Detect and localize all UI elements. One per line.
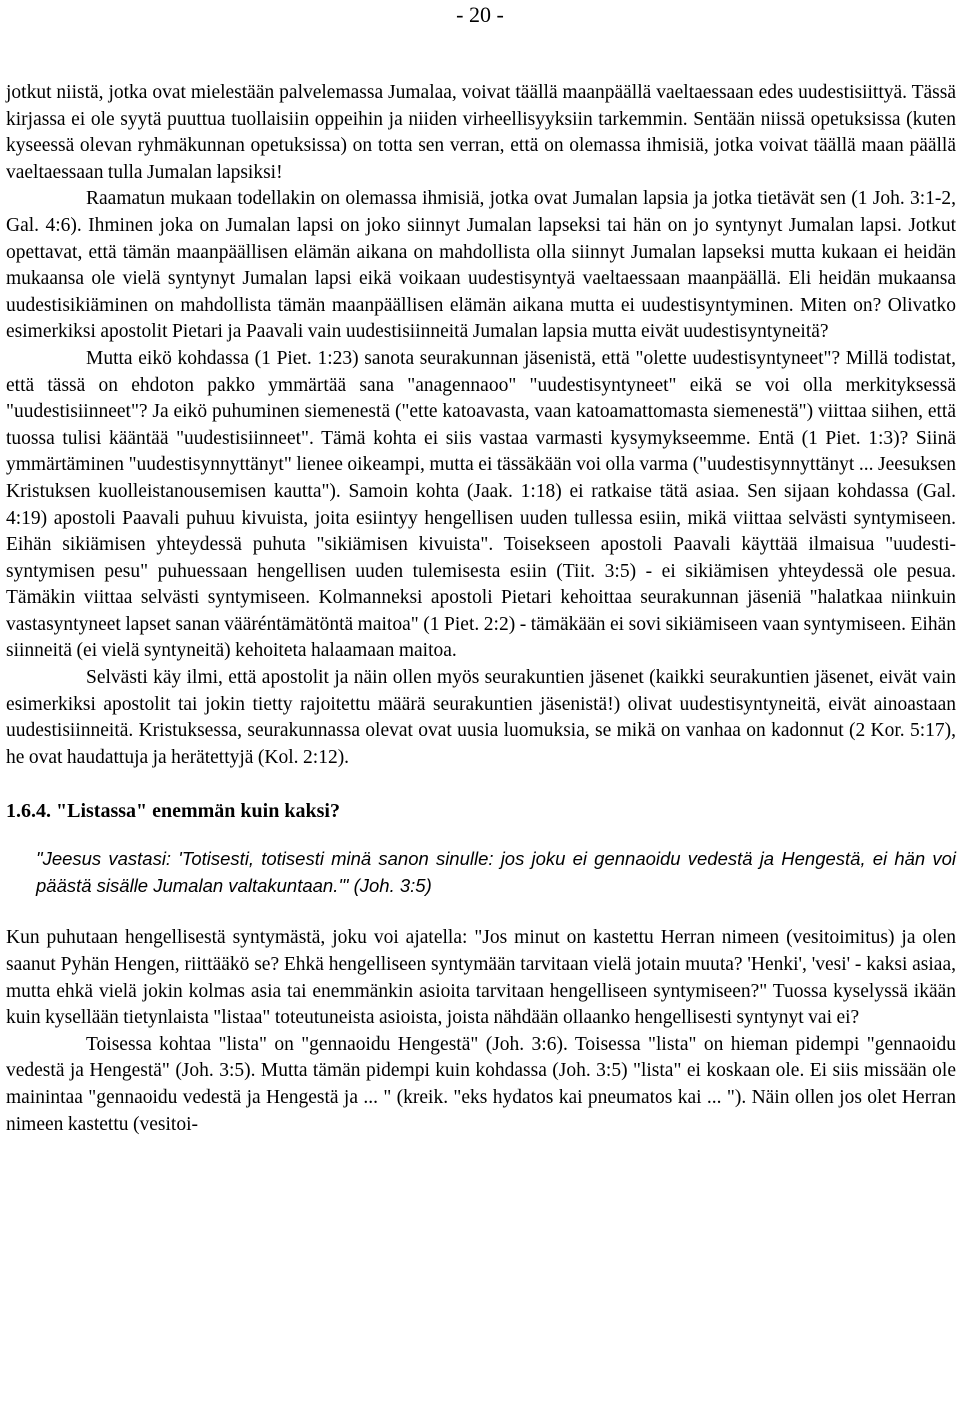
bible-quote: "Jeesus vastasi: 'Totisesti, totisesti minä sanon sinulle: jos joku ei gennaoidu vedestä ja Hengestä, ei hän voi päästä sisälle Jumalan valtakuntaan.'" (Joh. 3:5) (36, 848, 956, 897)
section-heading: 1.6.4. "Listassa" enemmän kuin kaksi? (6, 800, 340, 823)
paragraph: Raamatun mukaan todellakin on olemassa ihmisiä, jotka ovat Jumalan lapsia ja jotka tietävät sen (1 Joh. 3:1-2, Gal. 4:6). Ihminen joka on Jumalan lapsi on joko siinnyt Jumalan lapseksi tai hän on jo syntynyt Jumalan lapsi. Jotkut opettavat, että tämän maanpäällisen elämän aikana on mahdollista olla siinnyt Jumalan lapseksi mutta kukaan ei heidän mukaansa ole vielä syntynyt Jumalan lapsi eikä voikaan uudestisyntyä vaeltaessaan maanpäällä. Eli heidän mukaansa uudestisikiäminen on mahdollista tämän maanpäällisen elämän aikana mutta ei uudestisyntyminen. Miten on? Olivatko esimerkiksi apostolit Pietari ja Paavali vain uudestisiinneitä Jumalan lapsia mutta eivät uudestisyntyneitä? (6, 188, 956, 343)
paragraph: Selvästi käy ilmi, että apostolit ja näin ollen myös seurakuntien jäsenet (kaikki seurakuntien jäsenet, eivät vain esimerkiksi apostolit tai jokin tietty rajoitettu määrä seurakuntien jäsenistä!) olivat uudestisyntyneitä, eivät ainoastaan uudestisiinneitä. Kristuksessa, seurakunnassa olevat ovat uusia luomuksia, se mikä on vanhaa on kadonnut (2 Kor. 5:17), he ovat haudattuja ja herätettyjä (Kol. 2:12). (6, 667, 956, 768)
paragraph: Kun puhutaan hengellisestä syntymästä, joku voi ajatella: "Jos minut on kastettu Herran nimeen (vesitoimitus) ja olen saanut Pyhän Hengen, riittääkö se? Ehkä hengelliseen syntymään tarvitaan vielä jotain muuta? 'Henki', 'vesi' - kaksi asiaa, mutta ehkä vielä jokin kolmas asia tai enemmänkin asioita tarvitaan hengelliseen syntymiseen?" Tuossa kyselyssä ikään kuin kysellään tietynlaista "listaa" toteutuneista asioista, joista nähdään ollaanko hengellisesti syntynyt vai ei? (6, 927, 956, 1029)
paragraph: Toisessa kohtaa "lista" on "gennaoidu Hengestä" (Joh. 3:6). Toisessa "lista" on hieman pidempi "gennaoidu vedestä ja Hengestä" (Joh. 3:5). Mutta tämän pidempi kuin kohdassa (Joh. 3:5) "lista" ei koskaan ole. Ei siis missään ole mainintaa "gennaoidu vedestä ja Hengestä ja ... " (kreik. "eks hydatos kai pneumatos kai ... "). Näin ollen jos olet Herran nimeen kastettu (vesitoi- (6, 1033, 956, 1135)
document-body (6, 80, 956, 1138)
page-number: - 20 - (456, 2, 504, 27)
paragraph: jotkut niistä, jotka ovat mielestään palvelemassa Jumalaa, voivat täällä maanpäällä vaeltaessaan edes uudestisiittyä. Tässä kirjassa ei ole syytä puuttua tuollaisiin oppeihin ja niiden virheellisyyksiin tarkemmin. Sentään niissä opetuksissa (kuten kyseessä olevan ryhmäkunnan opetuksissa) on totta sen verran, että on olemassa ihmisiä, jotka voivat täällä maan päällä vaeltaessaan tulla Jumalan lapsiksi! (6, 82, 956, 183)
paragraph: Mutta eikö kohdassa (1 Piet. 1:23) sanota seurakunnan jäsenistä, että "olette uudestisyntyneet"? Millä todistat, että tässä on ehdoton pakko ymmärtää sana "anagennaoo" "uudestisyntyneet" eikä se voi olla merkityksessä "uudestisiinneet"? Ja eikö puhuminen siemenestä ("ette katoavasta, vaan katoamattomasta siemenestä") viittaa siihen, että tuossa tulisi kääntää "uudestisiinneet". Tämä kohta ei siis vastaa varmasti kysymykseemme. Entä (1 Piet. 1:3)? Siinä ymmärtäminen "uudestisynnyttänyt" lienee oikeampi, mutta ei tässäkään voi olla varma ("uudestisynnyttänyt ... Jeesuksen Kristuksen kuolleistanousemisen kautta"). Samoin kohta (Jaak. 1:18) ei ratkaise tätä asiaa. Sen sijaan kohdassa (Gal. 4:19) apostoli Paavali puhuu kivuista, joita esiintyy hengellisen uuden tullessa esiin, mikä viittaa selvästi syntymiseen. Eihän sikiämisen yhteydessä puhuta "sikiämisen kivuista". Toisekseen apostoli Paavali käyttää ilmaisua "uudesti-syntymisen pesu" puhuessaan hengellisen uuden tulemisesta esiin (Tiit. 3:5) - ei sikiämisen yhteydessä ole pesua. Tämäkin viittaa selvästi syntymiseen. Kolmanneksi apostoli Pietari kehoittaa seurakunnan jäseniä "halatkaa niinkuin vastasyntyneet lapset sanan vääréntämätöntä maitoa" (1 Piet. 2:2) - tämäkään ei sovi sikiämiseen vaan syntymiseen. Eihän siinneitä (ei vielä syntyneitä) kehoiteta halaamaan maitoa. (6, 347, 956, 662)
